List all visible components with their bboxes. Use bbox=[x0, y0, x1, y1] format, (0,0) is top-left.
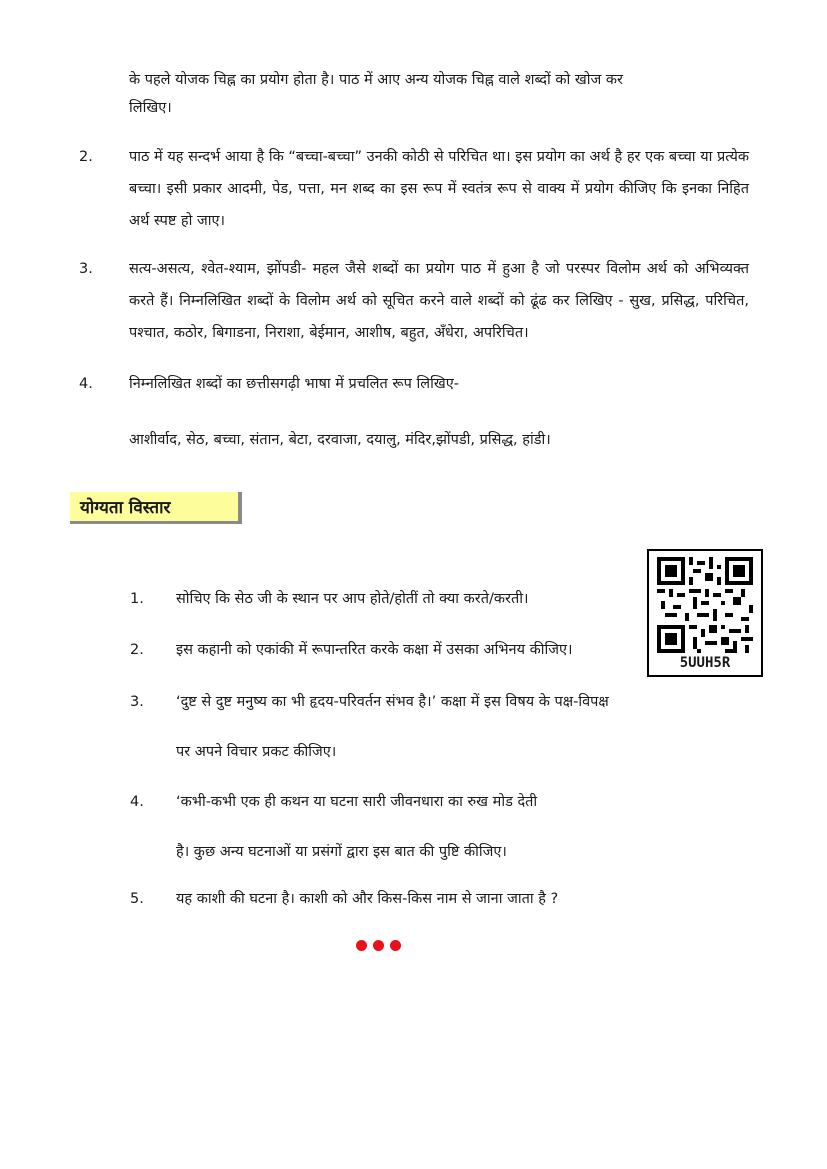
qr-code-icon bbox=[657, 557, 753, 653]
activity-text: सोचिए कि सेठ जी के स्थान पर आप होते/होतीं तो क्या करते/करती। bbox=[176, 591, 529, 607]
dot-icon bbox=[373, 940, 384, 951]
qr-code-label: 5UUH5R bbox=[679, 655, 731, 671]
question-text: निम्नलिखित शब्दों का छत्तीसगढ़ी भाषा में प्रचलित रूप लिखिए- bbox=[129, 376, 459, 392]
question-text: पाठ में यह सन्दर्भ आया है कि “बच्चा-बच्चा” उनकी कोठी से परिचित था। इस प्रयोग का अर्थ है हर एक बच्चा या प्रत्येक बच्चा। इसी प्रकार आदमी, पेड, पत्ता, मन शब्द का इस रूप में स्वतंत्र रूप से वाक्य में प्रयोग कीजिए कि इनका निहित अर्थ स्पष्ट हो जाए। bbox=[129, 149, 749, 229]
intro-line-2: लिखिए। bbox=[129, 100, 172, 116]
end-dots bbox=[356, 936, 407, 955]
question-words: आशीर्वाद, सेठ, बच्चा, संतान, बेटा, दरवाजा, दयालु, मंदिर,झोंपडी, प्रसिद्ध, हांडी। bbox=[129, 432, 551, 448]
activity-text: ‘दुष्ट से दुष्ट मनुष्य का भी हृदय-परिवर्तन संभव है।’ कक्षा में इस विषय के पक्ष-विपक्ष bbox=[176, 694, 609, 710]
activity-text: ‘कभी-कभी एक ही कथन या घटना सारी जीवनधारा का रुख मोड देती bbox=[176, 794, 538, 810]
question-text: सत्य-असत्य, श्वेत-श्याम, झोंपडी- महल जैसे शब्दों का प्रयोग पाठ में हुआ है जो परस्पर विलोम अर्थ को अभिव्यक्त करते हैं। निम्नलिखित शब्दों के विलोम अर्थ को सूचित करने वाले शब्दों को ढूंढ कर लिखिए - सुख, प्रसिद्ध, परिचित, पश्चात, कठोर, बिगाडना, निराशा, बेईमान, आशीष, बहुत, अँधेरा, अपरिचित। bbox=[129, 261, 749, 341]
dot-icon bbox=[390, 940, 401, 951]
activity-text: यह काशी की घटना है। काशी को और किस-किस नाम से जाना जाता है ? bbox=[176, 891, 559, 907]
qr-code-box[interactable] bbox=[647, 549, 763, 677]
question-number: 3. bbox=[79, 261, 93, 277]
activity-text-continued: है। कुछ अन्य घटनाओं या प्रसंगों द्वारा इस बात की पुष्टि कीजिए। bbox=[176, 844, 507, 860]
activity-number: 1. bbox=[130, 591, 144, 607]
activity-number: 4. bbox=[130, 794, 144, 810]
activity-number: 3. bbox=[130, 694, 144, 710]
dot-icon bbox=[356, 940, 367, 951]
question-number: 4. bbox=[79, 376, 93, 392]
section-heading: योग्यता विस्तार bbox=[70, 492, 242, 524]
activity-text-continued: पर अपने विचार प्रकट कीजिए। bbox=[176, 744, 337, 760]
activity-number: 5. bbox=[130, 891, 144, 907]
activity-number: 2. bbox=[130, 642, 144, 658]
question-number: 2. bbox=[79, 149, 93, 165]
intro-line-1: के पहले योजक चिह्न का प्रयोग होता है। पाठ में आए अन्य योजक चिह्न वाले शब्दों को खोज कर bbox=[129, 72, 623, 88]
activity-text: इस कहानी को एकांकी में रूपान्तरित करके कक्षा में उसका अभिनय कीजिए। bbox=[176, 642, 573, 658]
